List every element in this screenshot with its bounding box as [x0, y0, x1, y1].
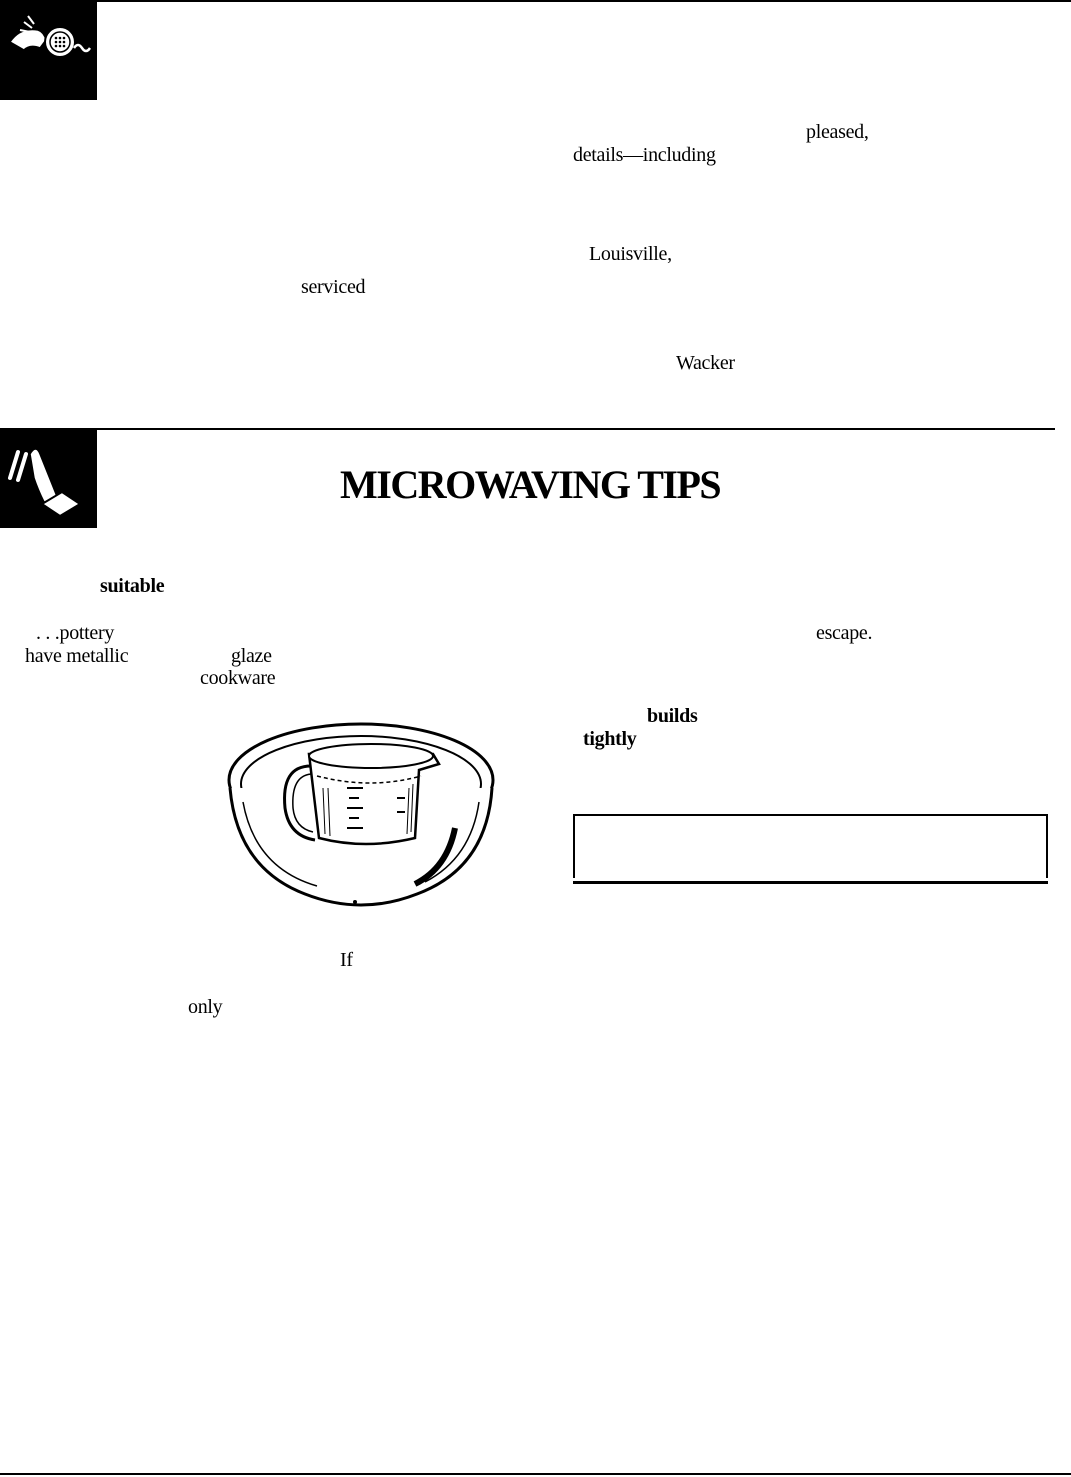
word-only: only [188, 996, 223, 1018]
word-tightly: tightly [583, 728, 637, 750]
word-builds: builds [647, 705, 698, 727]
word-escape: escape. [816, 622, 873, 644]
word-wacker: Wacker [676, 352, 735, 374]
word-cookware: cookware [200, 667, 276, 689]
measuring-cup-in-bowl-illustration [225, 718, 497, 914]
notice-box [573, 816, 1048, 878]
word-suitable: suitable [100, 575, 165, 597]
word-pleased: pleased, [806, 121, 869, 143]
top-rule [0, 0, 1071, 2]
section-title: MICROWAVING TIPS [340, 462, 721, 507]
section-divider [0, 428, 1055, 430]
word-details-including: details—including [573, 144, 716, 166]
word-if: If [340, 949, 353, 971]
word-louisville: Louisville, [589, 243, 672, 265]
notice-box-bottom-rule [573, 881, 1048, 884]
word-pottery: . . .pottery [36, 622, 115, 644]
hand-pressing-pad-icon [0, 430, 97, 528]
word-serviced: serviced [301, 276, 366, 298]
bottom-rule [0, 1473, 1071, 1475]
phone-handset-icon [0, 2, 97, 100]
word-glaze: glaze [231, 645, 272, 667]
word-have-metallic: have metallic [25, 645, 129, 667]
